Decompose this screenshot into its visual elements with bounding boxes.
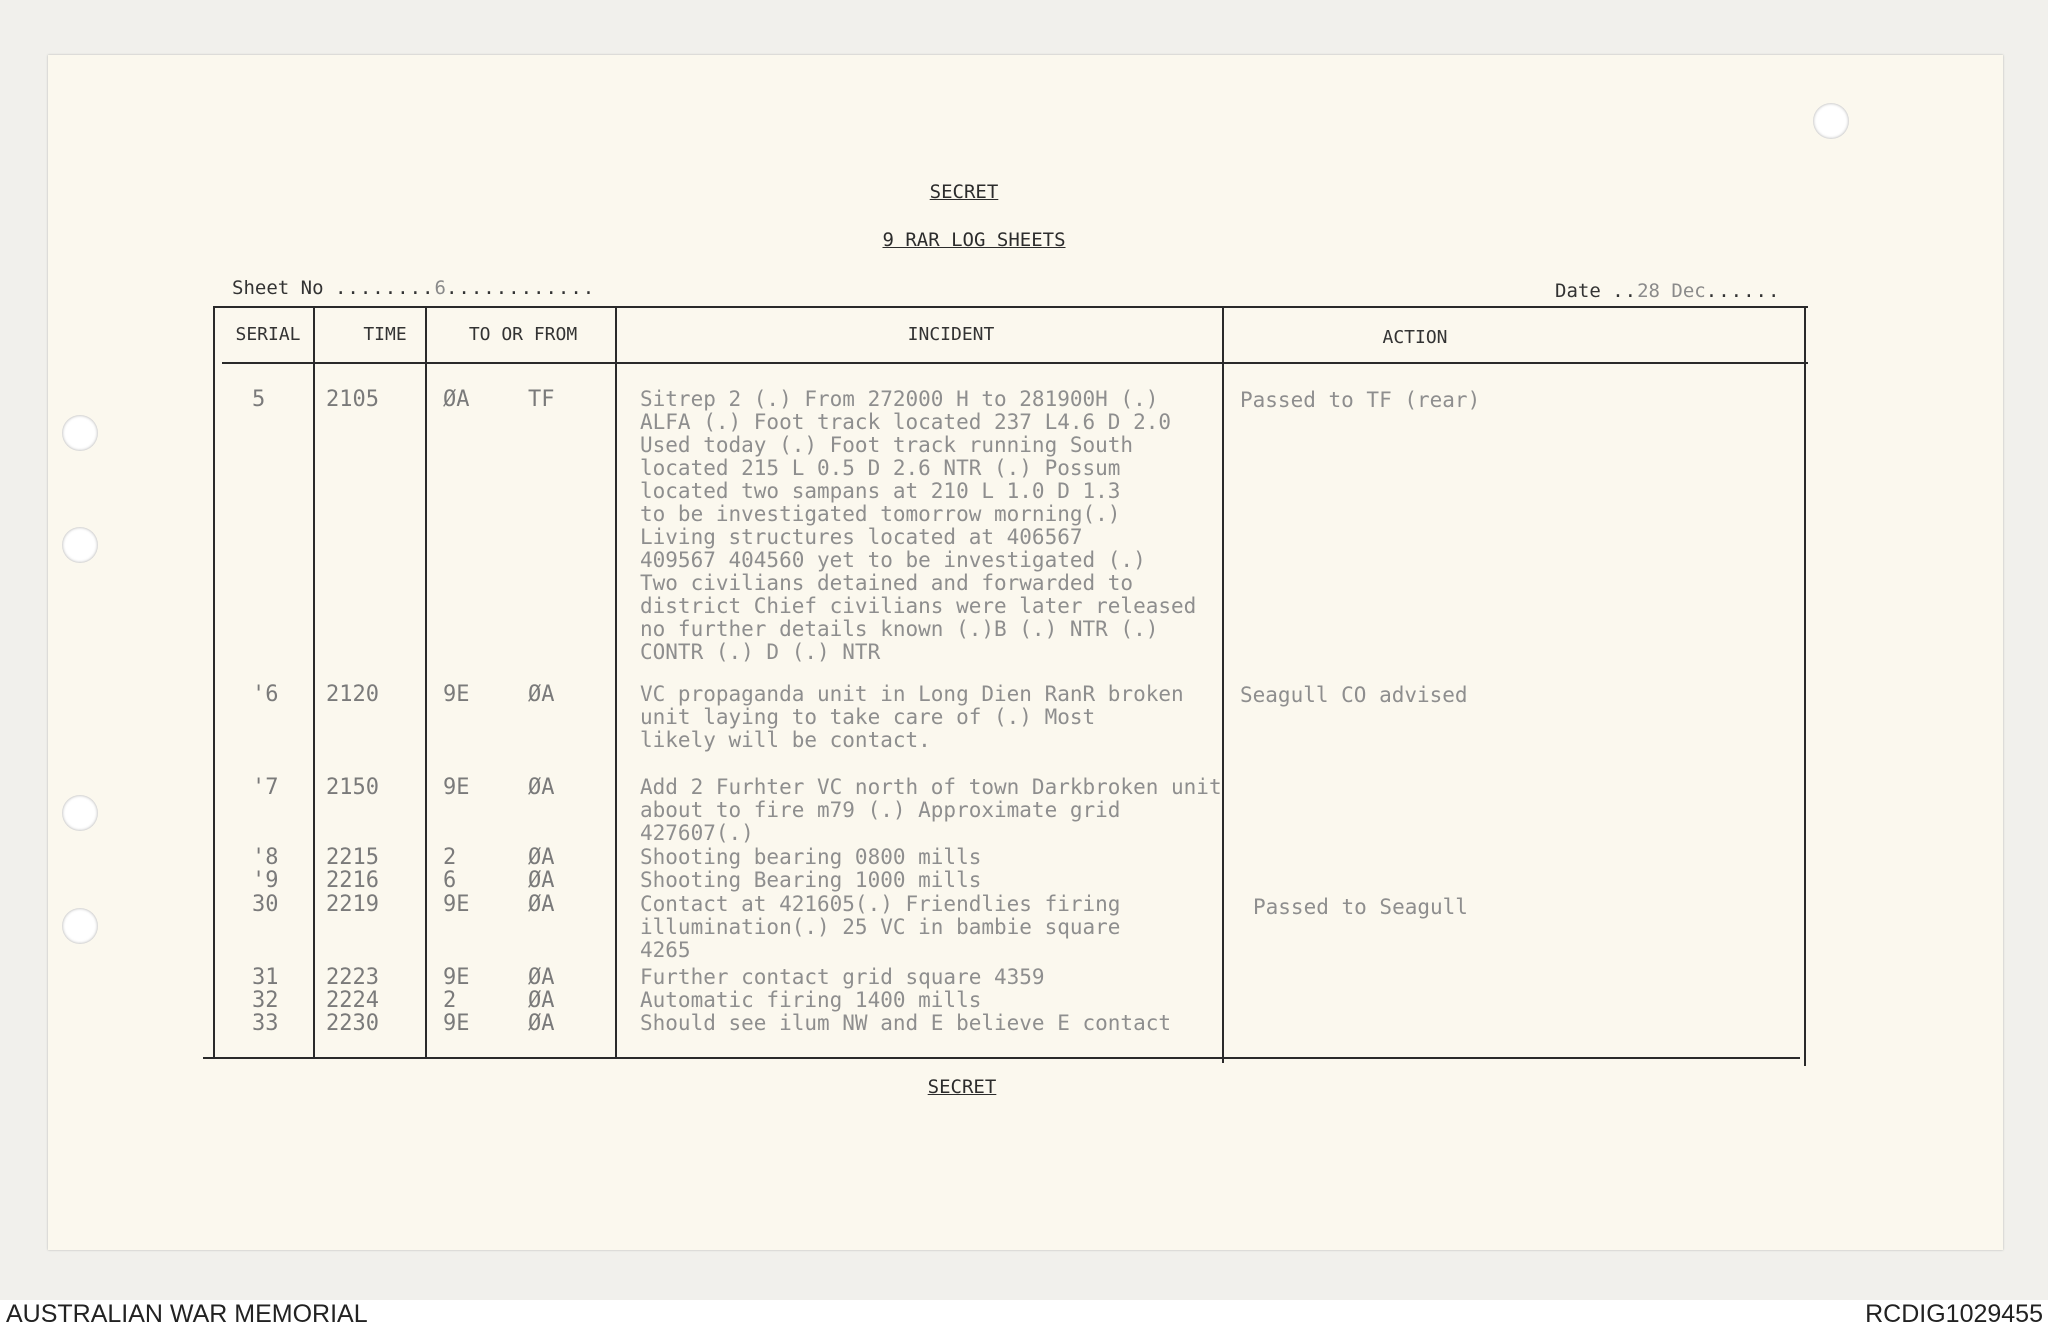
time-cell: 2216 (326, 868, 379, 893)
archive-footer-left: AUSTRALIAN WAR MEMORIAL (6, 1300, 368, 1328)
action-cell: Passed to TF (rear) (1240, 388, 1481, 412)
punch-hole (62, 795, 98, 831)
punch-hole (1813, 103, 1849, 139)
time-cell: 2120 (326, 682, 379, 707)
column-divider (615, 306, 617, 1058)
to-cell: ØA (528, 988, 555, 1013)
from-cell: 9E (443, 1011, 470, 1036)
table-bottom-border (203, 1057, 1800, 1059)
header-time: TIME (363, 324, 407, 345)
from-cell: 9E (443, 892, 470, 917)
serial-cell: 30 (252, 892, 279, 917)
dotted-leader: ............ (445, 277, 596, 299)
column-divider (1222, 306, 1224, 1063)
time-cell: 2223 (326, 965, 379, 990)
incident-cell: Automatic firing 1400 mills (640, 988, 982, 1012)
from-cell: 2 (443, 845, 457, 870)
serial-cell: 33 (252, 1011, 279, 1036)
table-header-divider (222, 362, 1808, 364)
to-cell: ØA (528, 892, 555, 917)
dotted-leader: .. (1612, 280, 1638, 302)
header-action: ACTION (1382, 327, 1448, 348)
serial-cell: '7 (252, 775, 279, 800)
serial-cell: 5 (252, 387, 266, 412)
incident-cell: Sitrep 2 (.) From 272000 H to 281900H (.) ALFA (.) Foot track located 237 L4.6 D 2.0 Used today (.) Foot track running South located 215 L 0.5 D 2.6 NTR (.) Possum located two sampans at 210 L 1.0 D 1.3 to be investigated tomorrow morning(.) Living structures located at 406567 409567 404560 yet to be investigated (.) Two civilians detained and forwarded to district Chief civilians were later released no further details known (.)B (.) NTR (.) CONTR (.) D (.) NTR (640, 387, 1197, 664)
sheet-number-value: 6 (434, 277, 446, 299)
from-cell: 9E (443, 965, 470, 990)
from-cell: 2 (443, 988, 457, 1013)
time-cell: 2150 (326, 775, 379, 800)
incident-cell: Contact at 421605(.) Friendlies firing illumination(.) 25 VC in bambie square 4265 (640, 892, 1121, 962)
to-cell: ØA (528, 868, 555, 893)
header-incident: INCIDENT (907, 324, 995, 345)
date-value: 28 Dec (1637, 280, 1706, 302)
time-cell: 2215 (326, 845, 379, 870)
to-cell: ØA (528, 1011, 555, 1036)
to-cell: ØA (528, 775, 555, 800)
punch-hole (62, 415, 98, 451)
from-cell: 9E (443, 682, 470, 707)
time-cell: 2219 (326, 892, 379, 917)
incident-cell: Add 2 Furhter VC north of town Darkbroken unit about to fire m79 (.) Approximate grid 427607(.) (640, 775, 1222, 845)
to-cell: ØA (528, 845, 555, 870)
from-cell: 9E (443, 775, 470, 800)
table-top-border (214, 306, 1808, 308)
table-right-border (1804, 308, 1806, 1066)
incident-cell: Further contact grid square 4359 (640, 965, 1045, 989)
dotted-leader: ...... (1705, 280, 1781, 302)
action-cell: Seagull CO advised (1240, 683, 1468, 707)
from-cell: 6 (443, 868, 457, 893)
date-field (1555, 280, 1780, 302)
time-cell: 2224 (326, 988, 379, 1013)
dotted-leader: ........ (334, 277, 435, 299)
serial-cell: '8 (252, 845, 279, 870)
classification-top: SECRET (929, 181, 999, 203)
serial-cell: '9 (252, 868, 279, 893)
to-cell: ØA (528, 965, 555, 990)
sheet-number-label: Sheet No (232, 277, 324, 299)
header-to-or-from: TO OR FROM (468, 324, 578, 345)
to-cell: ØA (528, 682, 555, 707)
punch-hole (62, 527, 98, 563)
column-divider (425, 306, 427, 1058)
date-label: Date (1555, 280, 1601, 302)
time-cell: 2105 (326, 387, 379, 412)
classification-bottom: SECRET (927, 1076, 997, 1098)
column-divider (313, 306, 315, 1058)
incident-cell: Shooting Bearing 1000 mills (640, 868, 982, 892)
serial-cell: '6 (252, 682, 279, 707)
from-cell: ØA (443, 387, 470, 412)
sheet-number (232, 277, 595, 299)
to-cell: TF (528, 387, 555, 412)
time-cell: 2230 (326, 1011, 379, 1036)
action-cell: Passed to Seagull (1253, 895, 1468, 919)
serial-cell: 32 (252, 988, 279, 1013)
incident-cell: Should see ilum NW and E believe E contact (640, 1011, 1172, 1035)
incident-cell: Shooting bearing 0800 mills (640, 845, 982, 869)
archive-footer-right: RCDIG1029455 (1865, 1300, 2043, 1328)
punch-hole (62, 908, 98, 944)
table-left-border (213, 306, 215, 1058)
document-title: 9 RAR LOG SHEETS (882, 229, 1066, 251)
header-serial: SERIAL (235, 324, 301, 345)
serial-cell: 31 (252, 965, 279, 990)
incident-cell: VC propaganda unit in Long Dien RanR broken unit laying to take care of (.) Most likely will be contact. (640, 682, 1184, 752)
